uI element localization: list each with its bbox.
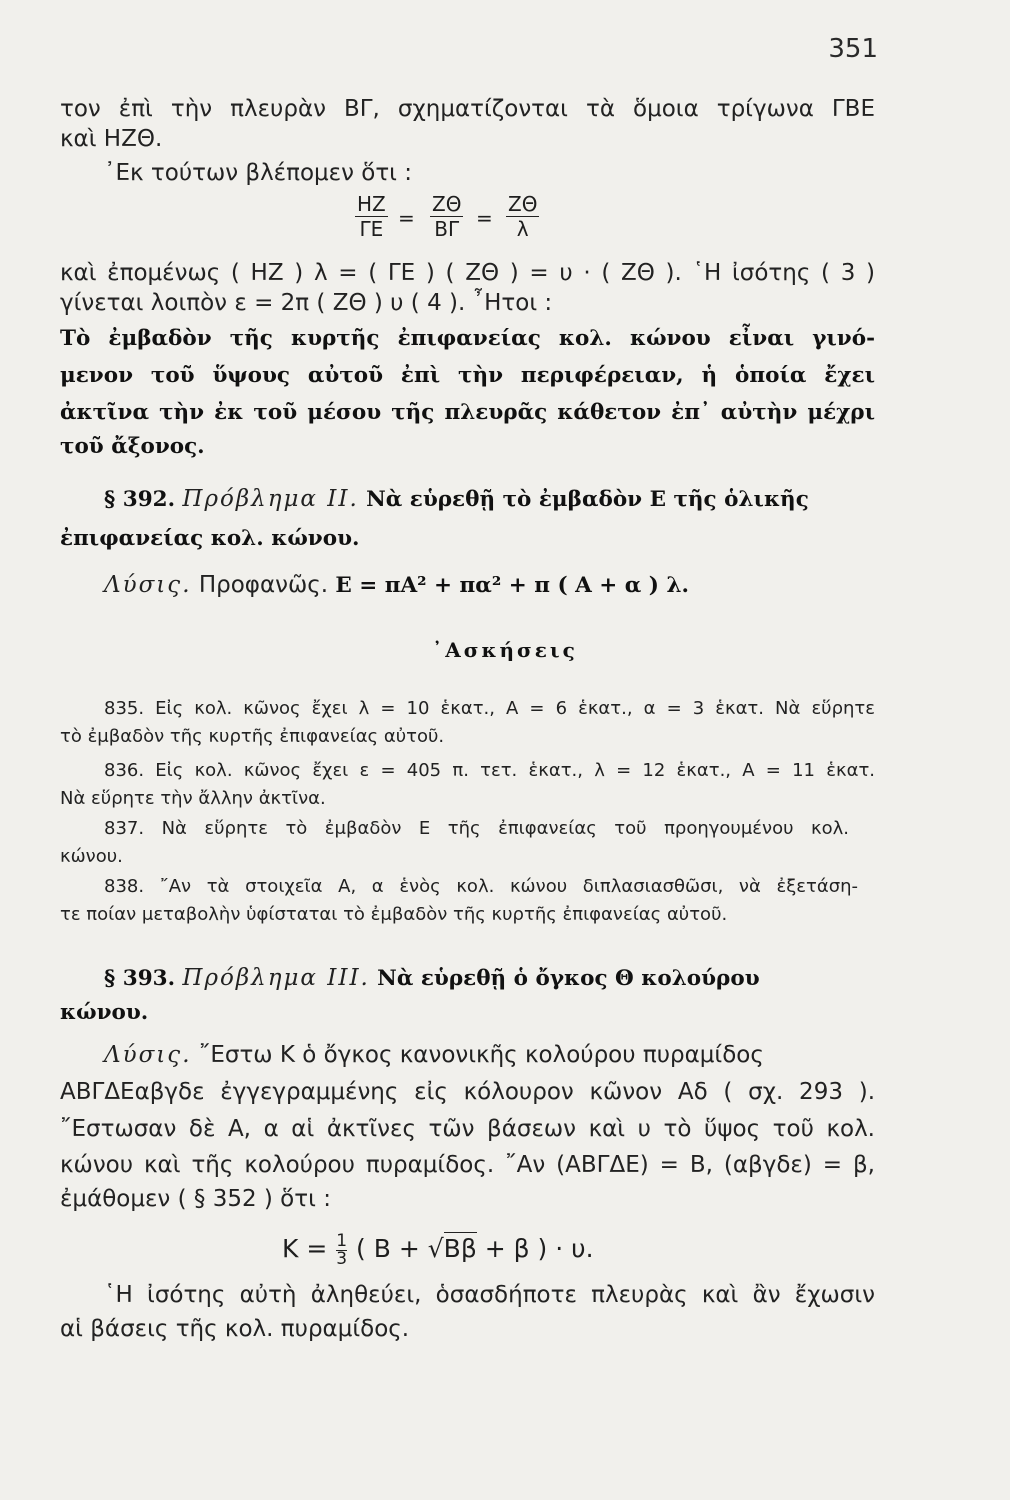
radicand: Ββ	[443, 1234, 477, 1263]
text-line: ἐμάθομεν ( § 352 ) ὅτι :	[60, 1186, 331, 1212]
section-392-heading	[104, 484, 809, 515]
sqrt-icon: √	[427, 1234, 444, 1263]
solution-text: Προφανῶς.	[198, 572, 329, 598]
exercise-836: 836. Εἰς κολ. κῶνος ἔχει ε = 405 π. τετ. ἑκατ., λ = 12 ἑκατ., Α = 11 ἑκατ.	[104, 760, 875, 781]
formula-lhs: Κ =	[282, 1234, 328, 1263]
section-393-heading	[104, 963, 760, 994]
exercise-837: 837. Νὰ εὕρητε τὸ ἐμβαδὸν Ε τῆς ἐπιφανείας τοῦ προηγουμένου κολ.	[104, 818, 849, 839]
problem-label: Πρόβλημα ΙΙΙ.	[182, 965, 370, 991]
numerator: 1	[336, 1230, 348, 1251]
problem-statement-cont: κώνου.	[60, 1000, 149, 1025]
fraction	[430, 193, 463, 240]
formula-open: ( Β +	[356, 1234, 420, 1263]
numerator: ΖΘ	[508, 192, 538, 216]
denominator: ΒΓ	[434, 217, 460, 241]
numerator: ΖΘ	[432, 192, 462, 216]
problem-statement: Νὰ εὑρεθῇ ὁ ὄγκος Θ κολούρου	[377, 966, 760, 991]
section-number: § 393.	[104, 966, 176, 991]
numerator: ΗΖ	[357, 192, 386, 216]
theorem-line: Τὸ ἐμβαδὸν τῆς κυρτῆς ἐπιφανείας κολ. κώνου εἶναι γινό-	[60, 326, 875, 351]
text-line: ΑΒΓΔΕαβγδε ἐγγεγραμμένης εἰς κόλουρον κῶνον Αδ ( σχ. 293 ).	[60, 1079, 875, 1105]
equals-sign: =	[476, 206, 493, 230]
area-formula: Ε = πΑ² + πα² + π ( Α + α ) λ.	[335, 573, 690, 598]
theorem-line: ἀκτῖνα τὴν ἐκ τοῦ μέσου τῆς πλευρᾶς κάθετον ἐπ᾿ αὐτὴν μέχρι	[60, 400, 875, 425]
denominator: λ	[516, 217, 529, 241]
text-line: ῎Εστωσαν δὲ Α, α αἱ ἀκτῖνες τῶν βάσεων καὶ υ τὸ ὕψος τοῦ κολ.	[60, 1116, 875, 1142]
page-number: 351	[828, 34, 878, 64]
fraction-one-third	[336, 1230, 348, 1269]
fraction	[355, 193, 388, 240]
text-line: ῾Η ἰσότης αὐτὴ ἀληθεύει, ὁσασδήποτε πλευρὰς καὶ ἂν ἔχωσιν	[104, 1282, 875, 1308]
text-line: κώνου καὶ τῆς κολούρου πυραμίδος. ῎Αν (ΑΒΓΔΕ) = Β, (αβγδε) = β,	[60, 1152, 875, 1178]
exercise-837-cont: κώνου.	[60, 846, 123, 867]
theorem-line: μενον τοῦ ὕψους αὐτοῦ ἐπὶ τὴν περιφέρειαν, ἡ ὁποία ἔχει	[60, 363, 875, 388]
problem-statement: Νὰ εὑρεθῇ τὸ ἐμβαδὸν Ε τῆς ὁλικῆς	[366, 487, 809, 512]
text-line: καὶ ΗΖΘ.	[60, 126, 163, 152]
text-line: αἱ βάσεις τῆς κολ. πυραμίδος.	[60, 1316, 410, 1342]
exercise-835: 835. Εἰς κολ. κῶνος ἔχει λ = 10 ἑκατ., Α = 6 ἑκατ., α = 3 ἑκατ. Νὰ εὕρητε	[104, 698, 875, 719]
text-line: τον ἐπὶ τὴν πλευρὰν ΒΓ, σχηματίζονται τὰ ὅμοια τρίγωνα ΓΒΕ	[60, 96, 875, 122]
exercise-838: 838. ῎Αν τὰ στοιχεῖα Α, α ἑνὸς κολ. κώνου διπλασιασθῶσι, νὰ ἐξετάση-	[104, 876, 858, 897]
problem-statement-cont: ἐπιφανείας κολ. κώνου.	[60, 526, 360, 551]
denominator: 3	[336, 1248, 348, 1269]
section-number: § 392.	[104, 487, 176, 512]
text-line: γίνεται λοιπὸν ε = 2π ( ΖΘ ) υ ( 4 ). ῏Ητοι :	[60, 290, 553, 316]
problem-label: Πρόβλημα ΙΙ.	[182, 486, 359, 512]
solution-label: Λύσις.	[104, 1042, 192, 1068]
text-line: καὶ ἐπομένως ( ΗΖ ) λ = ( ΓΕ ) ( ΖΘ ) = υ · ( ΖΘ ). ῾Η ἰσότης ( 3 )	[60, 260, 875, 286]
fraction	[506, 193, 539, 240]
text-line: ᾿Εκ τούτων βλέπομεν ὅτι :	[104, 160, 413, 186]
exercise-838-cont: τε ποίαν μεταβολὴν ὑφίσταται τὸ ἐμβαδὸν τῆς κυρτῆς ἐπιφανείας αὐτοῦ.	[60, 904, 728, 925]
denominator: ΓΕ	[359, 217, 384, 241]
equals-sign: =	[398, 206, 415, 230]
exercises-heading: ᾿Ασκήσεις	[432, 638, 578, 662]
exercise-836-cont: Νὰ εὕρητε τὴν ἄλλην ἀκτῖνα.	[60, 788, 326, 809]
exercise-835-cont: τὸ ἐμβαδὸν τῆς κυρτῆς ἐπιφανείας αὐτοῦ.	[60, 726, 445, 747]
solution-text: ῎Εστω Κ ὁ ὄγκος κανονικῆς κολούρου πυραμίδος	[198, 1042, 764, 1068]
solution-line	[104, 1040, 764, 1070]
theorem-line: τοῦ ἄξονος.	[60, 434, 205, 459]
volume-formula	[282, 1232, 594, 1268]
solution-line	[104, 570, 689, 601]
formula-close: + β ) · υ.	[484, 1234, 594, 1263]
solution-label: Λύσις.	[104, 572, 192, 598]
